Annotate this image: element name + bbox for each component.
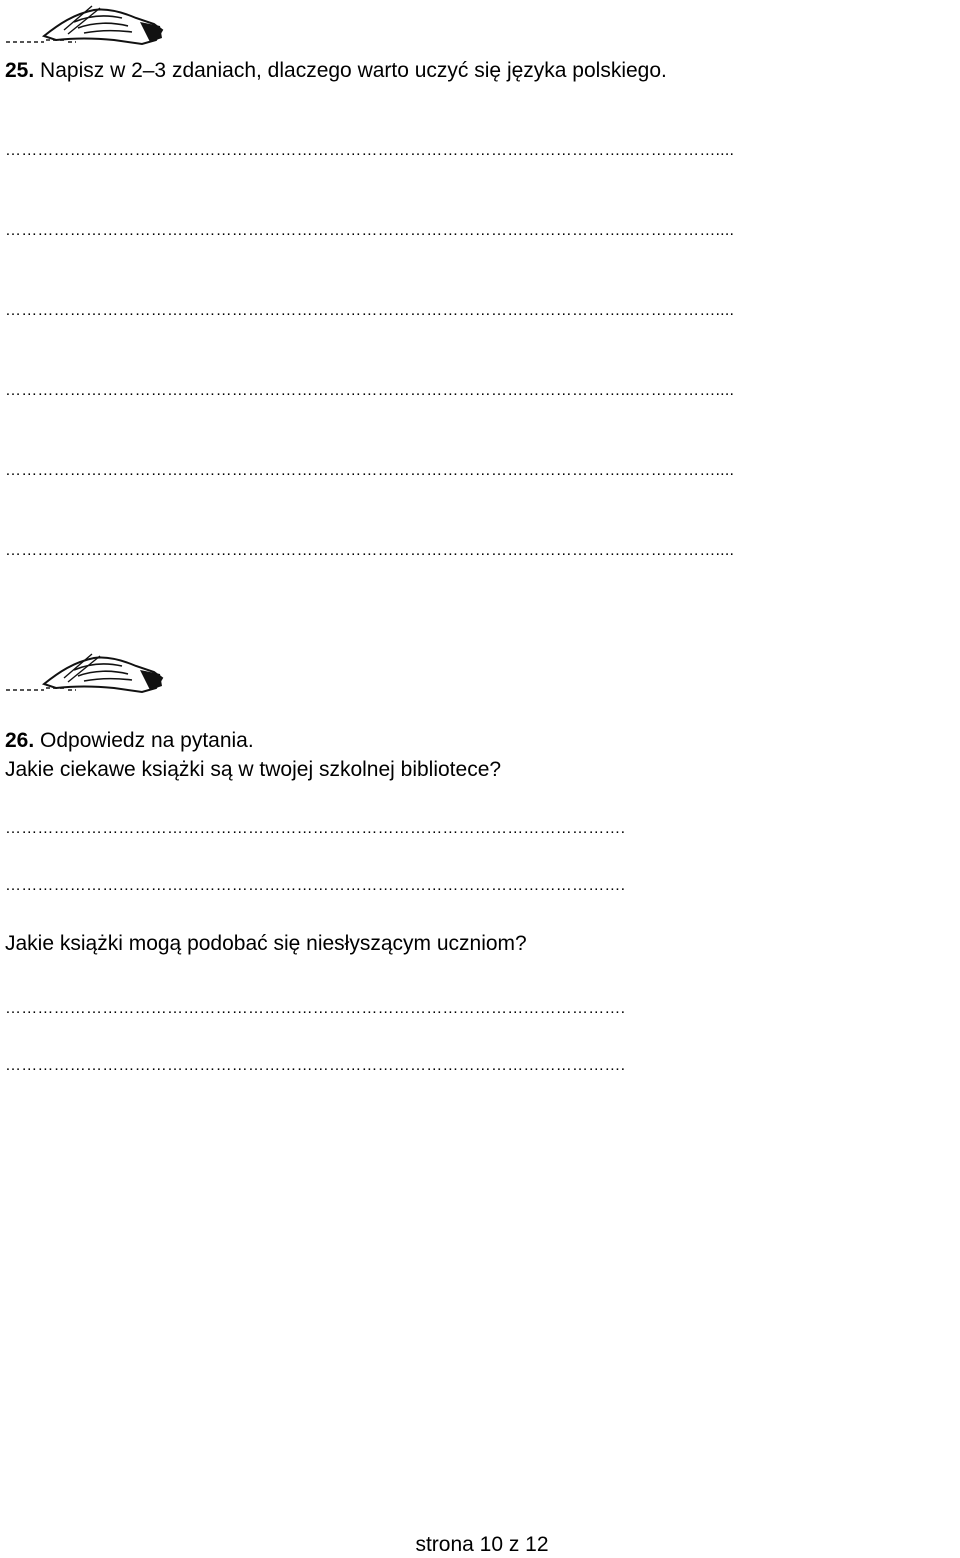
answer-line[interactable]: …………………………………………………………………………………………………….: [5, 820, 626, 837]
task-25-number: 25.: [5, 59, 35, 82]
task-26-number: 26.: [5, 729, 35, 752]
answer-line[interactable]: ……………………………………………………………………………………………………...……………....: [5, 462, 735, 479]
answer-line[interactable]: ……………………………………………………………………………………………………...……………....: [5, 302, 735, 319]
writing-hand-icon-graphic: [4, 648, 164, 696]
task-25-text: Napisz w 2–3 zdaniach, dlaczego warto uczyć się języka polskiego.: [40, 59, 667, 82]
answer-line[interactable]: ……………………………………………………………………………………………………...……………....: [5, 542, 735, 559]
page-number: strona 10 z 12: [415, 1533, 549, 1556]
question-text: Jakie książki mogą podobać się niesłyszącym uczniom?: [5, 932, 527, 955]
answer-line[interactable]: ……………………………………………………………………………………………………...……………....: [5, 382, 735, 399]
answer-line[interactable]: …………………………………………………………………………………………………….: [5, 877, 626, 894]
task-25-prompt: [5, 58, 667, 84]
answer-line[interactable]: …………………………………………………………………………………………………….: [5, 1057, 626, 1074]
task-26-prompt: [5, 728, 254, 754]
task-26-text: Odpowiedz na pytania.: [40, 729, 254, 752]
answer-line[interactable]: ……………………………………………………………………………………………………...……………....: [5, 142, 735, 159]
page-footer: [0, 1532, 960, 1558]
writing-hand-icon: [4, 648, 164, 696]
question-text: Jakie ciekawe książki są w twojej szkolnej bibliotece?: [5, 758, 502, 781]
answer-line[interactable]: ……………………………………………………………………………………………………...……………....: [5, 222, 735, 239]
answer-line[interactable]: …………………………………………………………………………………………………….: [5, 1000, 626, 1017]
writing-hand-icon-graphic: [4, 0, 164, 48]
writing-hand-icon: [4, 0, 164, 48]
